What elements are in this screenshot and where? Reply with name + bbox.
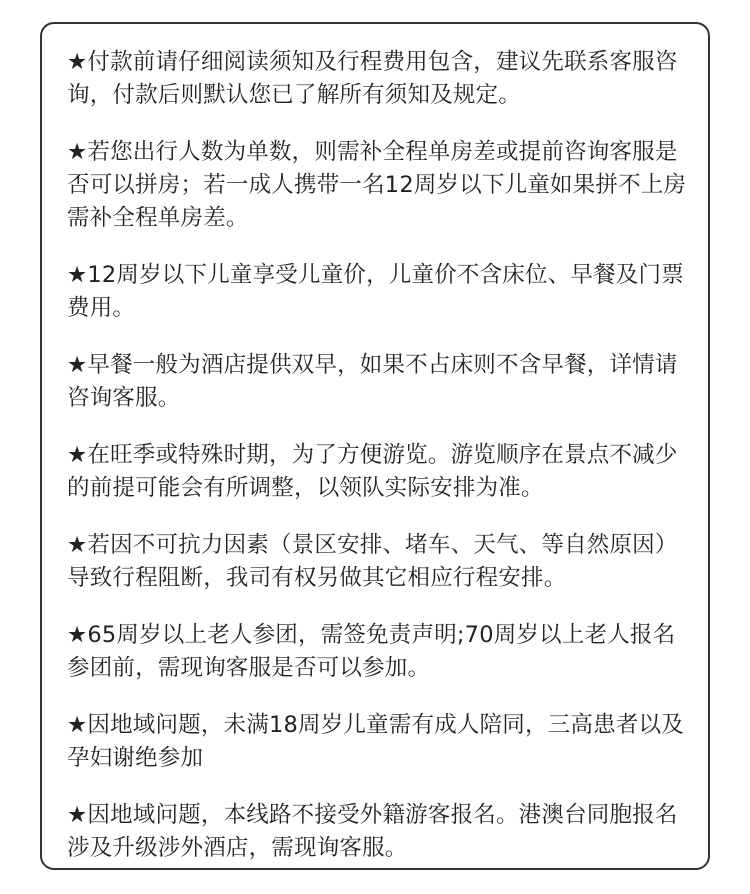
- notice-foreign-guests: ★因地域问题，本线路不接受外籍游客报名。港澳台同胞报名涉及升级涉外酒店，需现询客服。: [67, 802, 678, 861]
- notice-force-majeure: ★若因不可抗力因素（景区安排、堵车、天气、等自然原因）导致行程阻断，我司有权另做其它相应行程安排。: [67, 532, 678, 591]
- notice-itinerary-order: ★在旺季或特殊时期，为了方便游览。游览顺序在景点不减少的前提可能会有所调整，以领队实际安排为准。: [67, 442, 678, 501]
- notice-minors-health: ★因地域问题，未满18周岁儿童需有成人陪同，三高患者以及孕妇谢绝参加: [67, 712, 684, 771]
- notice-child-price: ★12周岁以下儿童享受儿童价，儿童价不含床位、早餐及门票费用。: [67, 262, 684, 321]
- notice-single-room: ★若您出行人数为单数，则需补全程单房差或提前咨询客服是否可以拼房；若一成人携带一名12周岁以下儿童如果拼不上房需补全程单房差。: [67, 139, 687, 231]
- notice-payment: ★付款前请仔细阅读须知及行程费用包含，建议先联系客服咨询，付款后则默认您已了解所有须知及规定。: [67, 49, 678, 108]
- notice-box: [40, 22, 710, 870]
- notice-elderly: ★65周岁以上老人参团，需签免责声明;70周岁以上老人报名参团前，需现询客服是否可以参加。: [67, 622, 676, 681]
- notice-breakfast: ★早餐一般为酒店提供双早，如果不占床则不含早餐，详情请咨询客服。: [67, 352, 678, 411]
